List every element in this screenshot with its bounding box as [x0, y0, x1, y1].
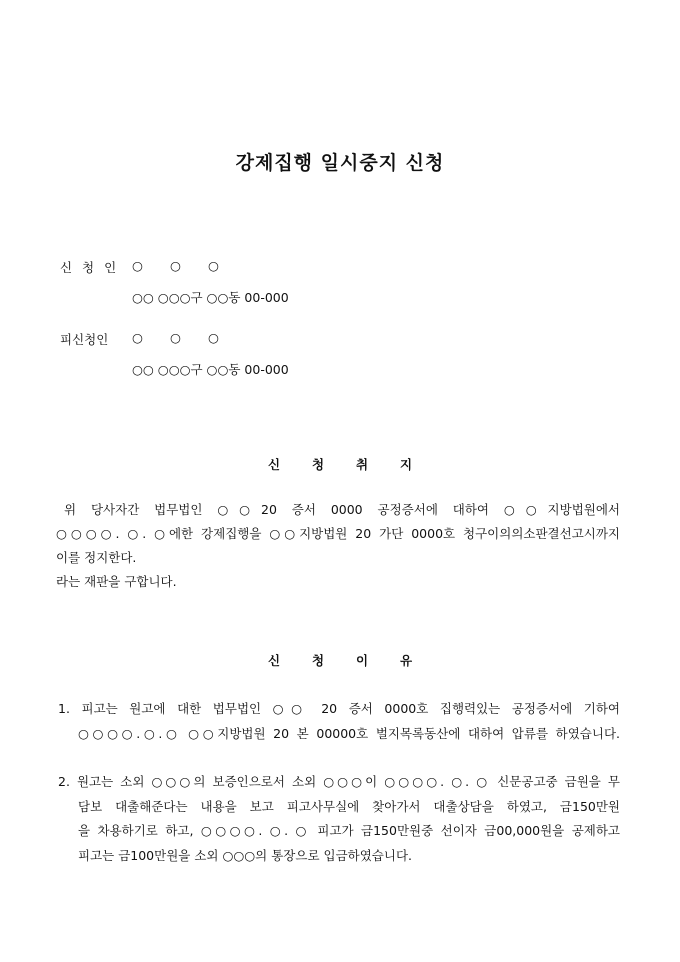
- respondent-block: [60, 330, 289, 378]
- reason-line: 담보 대출해준다는 내용을 보고 피고사무실에 찾아가서 대출상담을 하였고, 금150만원: [78, 798, 620, 814]
- respondent-name-mark: ○: [170, 330, 183, 345]
- reason-line: 1. 피고는 원고에 대한 법무법인 ○○ 20 증서 0000호 집행력있는 공정증서에 기하여: [58, 701, 620, 716]
- applicant-name: [132, 258, 246, 273]
- applicant-name-mark: ○: [170, 258, 183, 273]
- purpose-heading-char: 청: [311, 457, 325, 472]
- reasons-heading-char: 이: [355, 653, 369, 668]
- reason-item-2: [58, 770, 620, 868]
- applicant-block: [60, 258, 289, 306]
- reason-line: ○○○○.○.○ ○○지방법원 20 본 00000호 벌지목록동산에 대하여 압류를 하였습니다.: [78, 725, 620, 741]
- purpose-line: ○○○○. ○. ○에한 강제집행을 ○○지방법원 20 가단 0000호 청구이의의소판결선고시까지: [56, 526, 620, 541]
- reasons-heading-char: 유: [399, 653, 413, 668]
- purpose-heading-char: 지: [399, 457, 413, 472]
- applicant-name-mark: ○: [208, 258, 221, 273]
- reason-line: 을 차용하기로 하고, ○○○○. ○. ○ 피고가 금150만원중 선이자 금00,000원을 공제하고: [78, 823, 620, 838]
- reasons-heading-char: 청: [311, 653, 325, 668]
- respondent-label: 피신청인: [60, 332, 109, 347]
- applicant-address: ○○ ○○○구 ○○동 00-000: [132, 290, 289, 305]
- reason-line: 피고는 금100만원을 소외 ○○○의 통장으로 입금하였습니다.: [78, 847, 412, 863]
- applicant-label: 신 청 인: [60, 260, 120, 275]
- applicant-name-mark: ○: [132, 258, 145, 273]
- respondent-name-mark: ○: [132, 330, 145, 345]
- respondent-address: ○○ ○○○구 ○○동 00-000: [132, 362, 289, 377]
- purpose-heading: [0, 455, 680, 473]
- purpose-line: 라는 재판을 구합니다.: [56, 574, 177, 589]
- purpose-line: 이를 정지한다.: [56, 550, 137, 565]
- respondent-name: [132, 330, 246, 345]
- respondent-name-mark: ○: [208, 330, 221, 345]
- purpose-line: 위 당사자간 법무법인 ○○20 증서 0000 공정증서에 대하여 ○○지방법원에서: [64, 502, 620, 517]
- reason-item-1: [58, 697, 620, 746]
- reasons-heading-char: 신: [267, 653, 281, 668]
- purpose-heading-char: 신: [267, 457, 281, 472]
- reasons-heading: [0, 651, 680, 669]
- reason-line: 2. 원고는 소외 ○○○의 보증인으로서 소외 ○○○이 ○○○○. ○. ○ 신문공고중 금원을 무: [58, 774, 620, 789]
- document-title: 강제집행 일시중지 신청: [235, 152, 445, 174]
- purpose-heading-char: 취: [355, 457, 369, 472]
- purpose-body: [56, 498, 620, 594]
